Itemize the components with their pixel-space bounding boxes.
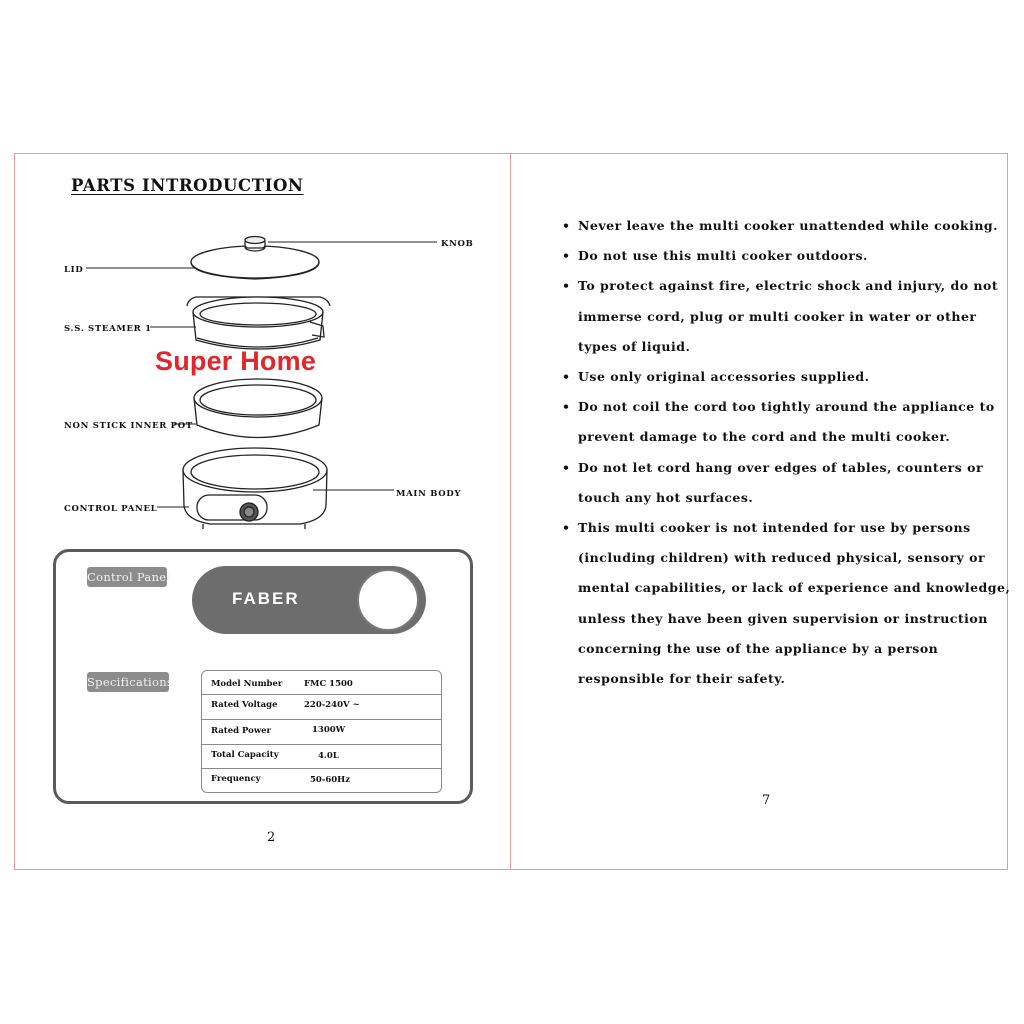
inner-pot-illustration <box>194 379 322 438</box>
list-item <box>562 362 1010 392</box>
safety-instructions-list <box>562 211 1010 694</box>
table-divider <box>202 744 441 745</box>
list-item <box>562 453 1010 513</box>
lid-illustration <box>191 237 319 280</box>
steamer-label: S.S. STEAMER 1 <box>64 324 152 334</box>
control-dial-icon <box>357 569 419 631</box>
list-item <box>562 241 1010 271</box>
steamer-illustration <box>187 297 330 349</box>
spec-value: FMC 1500 <box>304 679 353 689</box>
watermark: Super Home <box>155 346 317 376</box>
bullet-icon: • <box>562 399 571 415</box>
spec-label: Model Number <box>211 679 283 689</box>
spec-label: Total Capacity <box>211 750 279 760</box>
instruction-text: Do not let cord hang over edges of tables, counters or touch any hot surfaces. <box>578 459 984 505</box>
instruction-text: Do not coil the cord too tightly around the appliance to prevent damage to the cord and the multi cooker. <box>578 399 995 445</box>
spec-label: Frequency <box>211 774 261 784</box>
bullet-icon: • <box>562 520 571 536</box>
knob-label: KNOB <box>441 239 474 249</box>
spec-value: 50-60Hz <box>310 775 351 785</box>
lid-label: LID <box>64 265 84 275</box>
table-divider <box>202 694 441 695</box>
instruction-text: This multi cooker is not intended for use by persons (including children) with reduced physical, sensory or mental capabilities, or lack of experience and knowledge, unless they have been given supervision or instruction concerning the use of the appliance by a person responsible for their safety. <box>578 520 1011 687</box>
brand-logo: FABER <box>232 589 300 608</box>
bullet-icon: • <box>562 278 571 294</box>
list-item <box>562 392 1010 452</box>
bullet-icon: • <box>562 459 571 475</box>
specifications-table <box>201 670 442 793</box>
list-item <box>562 513 1010 694</box>
spec-value: 1300W <box>312 725 346 735</box>
instruction-text: Use only original accessories supplied. <box>578 369 870 385</box>
main-body-label: MAIN BODY <box>396 489 462 499</box>
instruction-text: Never leave the multi cooker unattended while cooking. <box>578 218 999 233</box>
specifications-tag: Specifications <box>87 672 169 692</box>
spec-value: 4.0L <box>318 751 339 761</box>
bullet-icon: • <box>562 218 571 233</box>
page-title: PARTS INTRODUCTION <box>71 176 304 195</box>
list-item <box>562 211 1010 241</box>
page-number-left: 2 <box>267 830 276 845</box>
table-divider <box>202 768 441 769</box>
table-divider <box>202 719 441 720</box>
control-panel-tag: Control Panel <box>87 567 167 587</box>
bullet-icon: • <box>562 248 571 264</box>
bullet-icon: • <box>562 369 571 385</box>
inner-pot-label: NON STICK INNER POT <box>64 421 193 431</box>
spec-label: Rated Power <box>211 726 272 736</box>
instruction-text: To protect against fire, electric shock and injury, do not immerse cord, plug or multi cooker in water or other types of liquid. <box>578 278 999 354</box>
instruction-text: Do not use this multi cooker outdoors. <box>578 248 868 264</box>
spec-label: Rated Voltage <box>211 700 278 710</box>
main-body-illustration <box>183 448 327 529</box>
control-panel-label: CONTROL PANEL <box>64 504 158 514</box>
page-number-right: 7 <box>762 793 771 808</box>
list-item <box>562 271 1010 362</box>
spec-value: 220-240V ~ <box>304 700 360 710</box>
